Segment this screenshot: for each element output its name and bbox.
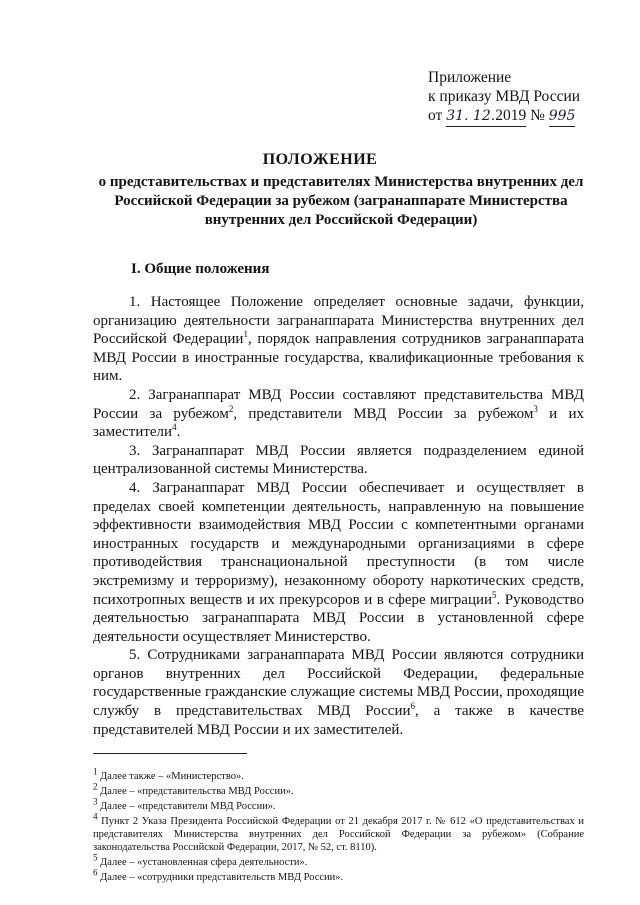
- footnote-ref: 2: [228, 403, 234, 414]
- annex-label: Приложение: [428, 69, 512, 86]
- footnote: [93, 867, 584, 884]
- footnote-number: 6: [93, 867, 98, 878]
- footnote: [93, 852, 584, 869]
- footnote-text: Далее также – «Министерство».: [97, 771, 244, 782]
- footnotes: [93, 766, 584, 886]
- footnote-number: 1: [93, 766, 98, 777]
- section-heading: I. Общие положения: [131, 261, 270, 277]
- paragraph-2-text-cont: и их заместители: [93, 405, 584, 441]
- paragraph-3: 3. Загранаппарат МВД России является подразделением единой централизованной системы Министерства.: [93, 442, 584, 478]
- footnote: [93, 811, 584, 854]
- footnote-number: 5: [93, 852, 98, 863]
- footnote-ref: 6: [410, 701, 415, 712]
- paragraph-5-text-cont: , а также в качестве представителей МВД России и их заместителей.: [93, 703, 585, 738]
- footnote: [93, 781, 584, 798]
- date-prefix: от: [428, 107, 443, 124]
- document-body: [93, 293, 584, 739]
- footnote-text: Далее – «сотрудники представительств МВД России».: [97, 872, 344, 883]
- footnote-text: Далее – «представительства МВД России».: [97, 786, 294, 797]
- paragraph-5-text: 5. Сотрудниками загранаппарата МВД России являются сотрудники органов внутренних дел Российской Федерации, федеральные государственные гражданские служащие системы МВД России, проходящие службу в представительствах МВД России: [93, 647, 584, 720]
- footnote-ref: 3: [533, 403, 538, 414]
- footnote: [93, 766, 584, 783]
- footnote-text: Далее – «представители МВД России».: [97, 801, 276, 812]
- footnote-ref: 5: [492, 589, 497, 600]
- footnote-ref: 4: [172, 422, 177, 433]
- paragraph-2: [93, 386, 584, 442]
- paragraph-4-text: 4. Загранаппарат МВД России обеспечивает и осуществляет в пределах своей компетенции деятельность, направленную на повышение эффективности взаимодействия МВД России с компетентными органами иностранных государств и международными организациями в сфере противодействия транснациональной преступности (в том числе экстремизму и терроризму), незаконному обороту наркотических средств, психотропных веществ и их прекурсоров и в сфере миграции: [93, 479, 584, 608]
- annex-date: [446, 106, 526, 127]
- paragraph-1-text: 1. Настоящее Положение определяет основные задачи, функции, организацию деятельности загранаппарата Министерства внутренних дел Российской Федерации: [93, 294, 584, 348]
- footnote-text: Пункт 2 Указа Президента Российской Федерации от 21 декабря 2017 г. № 612 «О представительствах и представителях Министерства внутренних дел Российской Федерации за рубежом» (Собрание законодательства Российской Федерации, 2017, № 52, ст. 8110).: [93, 816, 584, 853]
- document-title: ПОЛОЖЕНИЕ: [262, 151, 378, 168]
- annex-block: [428, 68, 580, 127]
- handwritten-number: 995: [549, 107, 576, 127]
- paragraph-4-text-cont: . Руководство деятельностью загранаппарата МВД России в установленной сфере деятельности осуществляет Министерство.: [93, 591, 585, 645]
- number-sign: №: [530, 107, 545, 124]
- paragraph-2-text-cont: , представители МВД России за рубежом: [233, 405, 534, 422]
- paragraph-4: [93, 479, 584, 646]
- date-year: 2019: [495, 107, 527, 124]
- footnote-divider: [93, 753, 247, 754]
- handwritten-date: 31. 12.: [446, 108, 496, 124]
- footnote: [93, 796, 584, 813]
- footnote-number: 2: [93, 781, 98, 792]
- document-subtitle: о представительствах и представителях Министерства внутренних дел Российской Федерации за рубежом (загранаппарате Министерства внутренних дел Российской Федерации): [98, 174, 584, 228]
- footnote-number: 3: [93, 796, 98, 807]
- footnote-text: Далее – «установленная сфера деятельности».: [97, 857, 308, 868]
- annex-order-ref: к приказу МВД России: [428, 88, 581, 105]
- footnote-number: 4: [93, 811, 98, 822]
- paragraph-2-text: 2. Загранаппарат МВД России составляют представительства МВД России за рубежом: [93, 386, 584, 422]
- footnote-ref: 1: [243, 329, 248, 340]
- paragraph-1-text-cont: , порядок направления сотрудников загранаппарата МВД России в иностранные государства, квалификационные требования к ним.: [93, 331, 585, 385]
- paragraph-5: [93, 646, 584, 739]
- paragraph-2-text-end: .: [176, 424, 181, 441]
- annex-date-line: [428, 106, 580, 127]
- paragraph-1: [93, 293, 584, 386]
